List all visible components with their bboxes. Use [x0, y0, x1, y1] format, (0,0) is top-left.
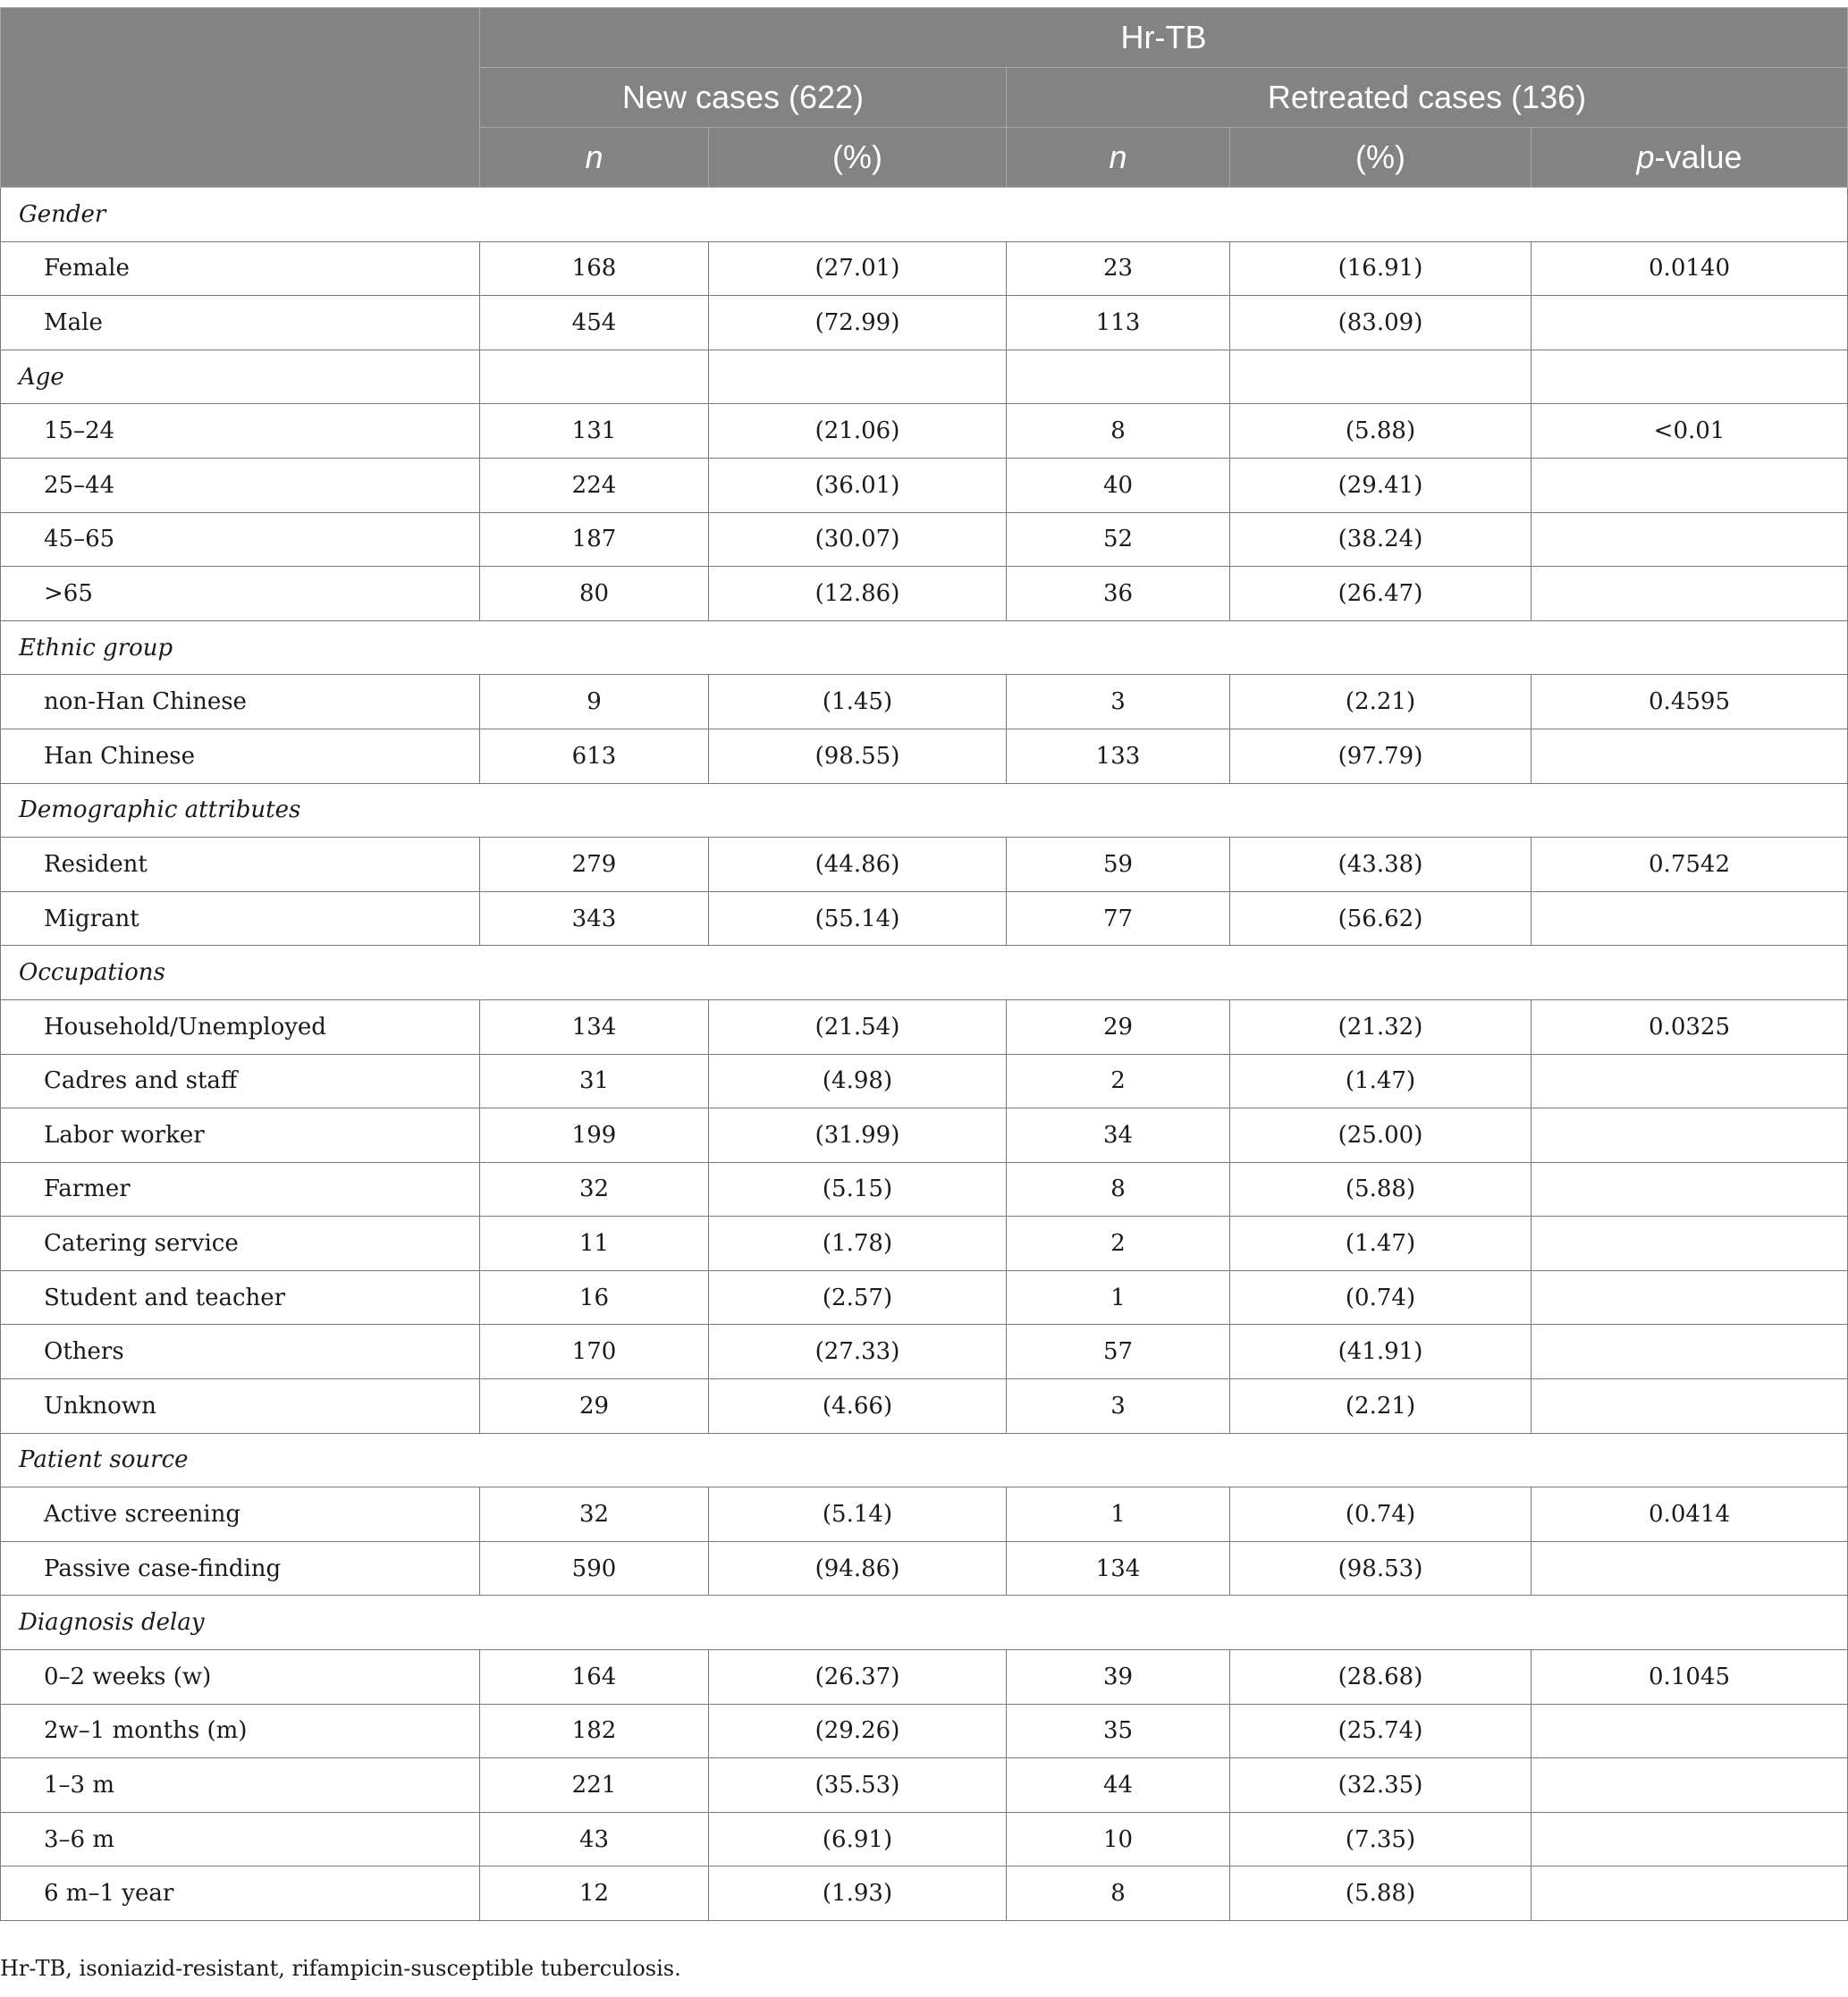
p-value — [1532, 296, 1848, 350]
row-label: 3–6 m — [1, 1812, 480, 1866]
new-cases-n: 9 — [480, 675, 709, 729]
table-row — [1, 891, 1848, 946]
retreated-cases-n: 3 — [1007, 675, 1230, 729]
retreated-cases-n: 8 — [1007, 1162, 1230, 1217]
new-cases-pct: (26.37) — [709, 1650, 1007, 1705]
retreated-cases-pct: (1.47) — [1230, 1054, 1532, 1108]
retreated-cases-n: 2 — [1007, 1054, 1230, 1108]
retreated-cases-n: 59 — [1007, 838, 1230, 892]
group-title: Demographic attributes — [1, 783, 1848, 838]
retreated-cases-n: 113 — [1007, 296, 1230, 350]
table-row — [1, 1487, 1848, 1542]
table-row — [1, 1162, 1848, 1217]
table-row — [1, 567, 1848, 621]
new-cases-n: 43 — [480, 1812, 709, 1866]
retreated-cases-pct: (2.21) — [1230, 675, 1532, 729]
p-value — [1532, 458, 1848, 512]
table-row — [1, 1108, 1848, 1163]
header-retreated-cases: Retreated cases (136) — [1007, 68, 1848, 128]
new-cases-n: 454 — [480, 296, 709, 350]
new-cases-pct: (27.01) — [709, 241, 1007, 296]
p-value: 0.0414 — [1532, 1487, 1848, 1542]
row-label: Han Chinese — [1, 729, 480, 783]
retreated-cases-pct: (1.47) — [1230, 1217, 1532, 1271]
retreated-cases-n: 57 — [1007, 1325, 1230, 1379]
retreated-cases-pct: (56.62) — [1230, 891, 1532, 946]
new-cases-pct: (44.86) — [709, 838, 1007, 892]
p-value — [1532, 1108, 1848, 1163]
new-cases-n: 279 — [480, 838, 709, 892]
retreated-cases-pct: (25.74) — [1230, 1704, 1532, 1758]
row-label: 15–24 — [1, 404, 480, 459]
row-label: Others — [1, 1325, 480, 1379]
new-cases-n: 16 — [480, 1270, 709, 1325]
row-label: Male — [1, 296, 480, 350]
table-row — [1, 1270, 1848, 1325]
new-cases-pct: (31.99) — [709, 1108, 1007, 1163]
retreated-cases-pct: (25.00) — [1230, 1108, 1532, 1163]
retreated-cases-pct: (2.21) — [1230, 1379, 1532, 1434]
empty-cell — [709, 350, 1007, 404]
table-row — [1, 1758, 1848, 1813]
new-cases-n: 164 — [480, 1650, 709, 1705]
row-label: Cadres and staff — [1, 1054, 480, 1108]
p-value — [1532, 1704, 1848, 1758]
table-row — [1, 1541, 1848, 1596]
table-row — [1, 1704, 1848, 1758]
retreated-cases-n: 1 — [1007, 1270, 1230, 1325]
new-cases-pct: (5.14) — [709, 1487, 1007, 1542]
row-label: 45–65 — [1, 512, 480, 567]
new-cases-pct: (55.14) — [709, 891, 1007, 946]
retreated-cases-pct: (0.74) — [1230, 1487, 1532, 1542]
header-corner — [1, 8, 480, 188]
row-label: Migrant — [1, 891, 480, 946]
row-label: 0–2 weeks (w) — [1, 1650, 480, 1705]
empty-cell — [1532, 350, 1848, 404]
retreated-cases-pct: (5.88) — [1230, 404, 1532, 459]
new-cases-pct: (6.91) — [709, 1812, 1007, 1866]
p-value — [1532, 1812, 1848, 1866]
empty-cell — [480, 350, 709, 404]
group-row — [1, 1433, 1848, 1487]
retreated-cases-n: 3 — [1007, 1379, 1230, 1434]
retreated-cases-pct: (83.09) — [1230, 296, 1532, 350]
table-row — [1, 838, 1848, 892]
row-label: Household/Unemployed — [1, 999, 480, 1054]
group-row — [1, 946, 1848, 1000]
header-new-cases: New cases (622) — [480, 68, 1007, 128]
retreated-cases-n: 44 — [1007, 1758, 1230, 1813]
retreated-cases-n: 40 — [1007, 458, 1230, 512]
retreated-cases-pct: (29.41) — [1230, 458, 1532, 512]
row-label: 25–44 — [1, 458, 480, 512]
new-cases-n: 134 — [480, 999, 709, 1054]
new-cases-pct: (27.33) — [709, 1325, 1007, 1379]
table-row — [1, 999, 1848, 1054]
new-cases-pct: (1.78) — [709, 1217, 1007, 1271]
retreated-cases-n: 2 — [1007, 1217, 1230, 1271]
p-value: 0.0140 — [1532, 241, 1848, 296]
new-cases-pct: (1.93) — [709, 1866, 1007, 1921]
table-row — [1, 241, 1848, 296]
group-title: Diagnosis delay — [1, 1596, 1848, 1650]
retreated-cases-pct: (5.88) — [1230, 1162, 1532, 1217]
retreated-cases-n: 77 — [1007, 891, 1230, 946]
p-value: 0.0325 — [1532, 999, 1848, 1054]
retreated-cases-pct: (21.32) — [1230, 999, 1532, 1054]
retreated-cases-n: 133 — [1007, 729, 1230, 783]
p-value: 0.1045 — [1532, 1650, 1848, 1705]
retreated-cases-pct: (7.35) — [1230, 1812, 1532, 1866]
row-label: >65 — [1, 567, 480, 621]
p-value — [1532, 891, 1848, 946]
new-cases-pct: (2.57) — [709, 1270, 1007, 1325]
row-label: 6 m–1 year — [1, 1866, 480, 1921]
new-cases-pct: (94.86) — [709, 1541, 1007, 1596]
p-value — [1532, 1054, 1848, 1108]
group-title: Patient source — [1, 1433, 1848, 1487]
group-title: Gender — [1, 188, 1848, 242]
table-row — [1, 458, 1848, 512]
new-cases-pct: (30.07) — [709, 512, 1007, 567]
new-cases-pct: (21.54) — [709, 999, 1007, 1054]
group-title: Age — [1, 350, 480, 404]
table-row — [1, 1379, 1848, 1434]
retreated-cases-pct: (38.24) — [1230, 512, 1532, 567]
p-value — [1532, 1758, 1848, 1813]
table-row — [1, 1650, 1848, 1705]
table-row — [1, 729, 1848, 783]
new-cases-pct: (98.55) — [709, 729, 1007, 783]
p-value: <0.01 — [1532, 404, 1848, 459]
new-cases-pct: (72.99) — [709, 296, 1007, 350]
p-value: 0.4595 — [1532, 675, 1848, 729]
empty-cell — [1007, 350, 1230, 404]
new-cases-pct: (36.01) — [709, 458, 1007, 512]
group-title: Occupations — [1, 946, 1848, 1000]
table-row — [1, 296, 1848, 350]
retreated-cases-n: 134 — [1007, 1541, 1230, 1596]
group-row — [1, 188, 1848, 242]
new-cases-pct: (35.53) — [709, 1758, 1007, 1813]
table-row — [1, 1217, 1848, 1271]
group-row — [1, 783, 1848, 838]
retreated-cases-n: 39 — [1007, 1650, 1230, 1705]
group-title: Ethnic group — [1, 620, 1848, 675]
header-pct-retreated: (%) — [1230, 128, 1532, 188]
p-value — [1532, 729, 1848, 783]
retreated-cases-pct: (26.47) — [1230, 567, 1532, 621]
row-label: Catering service — [1, 1217, 480, 1271]
new-cases-n: 29 — [480, 1379, 709, 1434]
new-cases-n: 613 — [480, 729, 709, 783]
row-label: 2w–1 months (m) — [1, 1704, 480, 1758]
table-row — [1, 404, 1848, 459]
new-cases-n: 343 — [480, 891, 709, 946]
p-value — [1532, 512, 1848, 567]
new-cases-n: 590 — [480, 1541, 709, 1596]
table-row — [1, 1866, 1848, 1921]
retreated-cases-n: 10 — [1007, 1812, 1230, 1866]
retreated-cases-pct: (16.91) — [1230, 241, 1532, 296]
header-n-retreated: n — [1007, 128, 1230, 188]
retreated-cases-pct: (41.91) — [1230, 1325, 1532, 1379]
header-p-value: p-value — [1532, 128, 1848, 188]
row-label: Female — [1, 241, 480, 296]
retreated-cases-n: 8 — [1007, 1866, 1230, 1921]
new-cases-pct: (4.98) — [709, 1054, 1007, 1108]
retreated-cases-pct: (43.38) — [1230, 838, 1532, 892]
row-label: Student and teacher — [1, 1270, 480, 1325]
group-row — [1, 1596, 1848, 1650]
group-row — [1, 350, 1848, 404]
row-label: Labor worker — [1, 1108, 480, 1163]
row-label: 1–3 m — [1, 1758, 480, 1813]
retreated-cases-n: 29 — [1007, 999, 1230, 1054]
retreated-cases-n: 36 — [1007, 567, 1230, 621]
new-cases-pct: (5.15) — [709, 1162, 1007, 1217]
p-value — [1532, 1217, 1848, 1271]
table-row — [1, 1812, 1848, 1866]
data-table — [0, 7, 1848, 1921]
new-cases-n: 80 — [480, 567, 709, 621]
new-cases-pct: (12.86) — [709, 567, 1007, 621]
p-value — [1532, 1541, 1848, 1596]
new-cases-n: 199 — [480, 1108, 709, 1163]
row-label: Active screening — [1, 1487, 480, 1542]
new-cases-n: 182 — [480, 1704, 709, 1758]
header-n-new: n — [480, 128, 709, 188]
retreated-cases-n: 35 — [1007, 1704, 1230, 1758]
new-cases-n: 131 — [480, 404, 709, 459]
p-value — [1532, 1379, 1848, 1434]
p-value — [1532, 1162, 1848, 1217]
new-cases-n: 187 — [480, 512, 709, 567]
row-label: Farmer — [1, 1162, 480, 1217]
table-row — [1, 675, 1848, 729]
group-row — [1, 620, 1848, 675]
new-cases-pct: (21.06) — [709, 404, 1007, 459]
retreated-cases-pct: (0.74) — [1230, 1270, 1532, 1325]
p-value: 0.7542 — [1532, 838, 1848, 892]
retreated-cases-pct: (28.68) — [1230, 1650, 1532, 1705]
retreated-cases-n: 8 — [1007, 404, 1230, 459]
table-row — [1, 1325, 1848, 1379]
table-header — [1, 8, 1848, 188]
retreated-cases-n: 34 — [1007, 1108, 1230, 1163]
new-cases-n: 31 — [480, 1054, 709, 1108]
new-cases-n: 168 — [480, 241, 709, 296]
p-value — [1532, 1270, 1848, 1325]
retreated-cases-pct: (98.53) — [1230, 1541, 1532, 1596]
retreated-cases-n: 1 — [1007, 1487, 1230, 1542]
header-hr-tb: Hr-TB — [480, 8, 1848, 68]
row-label: Unknown — [1, 1379, 480, 1434]
p-value — [1532, 1325, 1848, 1379]
new-cases-n: 12 — [480, 1866, 709, 1921]
retreated-cases-pct: (97.79) — [1230, 729, 1532, 783]
table-body — [1, 188, 1848, 1921]
row-label: Passive case-finding — [1, 1541, 480, 1596]
p-value — [1532, 567, 1848, 621]
p-value — [1532, 1866, 1848, 1921]
new-cases-n: 221 — [480, 1758, 709, 1813]
empty-cell — [1230, 350, 1532, 404]
row-label: non-Han Chinese — [1, 675, 480, 729]
retreated-cases-pct: (5.88) — [1230, 1866, 1532, 1921]
new-cases-n: 170 — [480, 1325, 709, 1379]
table-footnote: Hr-TB, isoniazid-resistant, rifampicin-susceptible tuberculosis. — [0, 1956, 681, 1981]
table-row — [1, 512, 1848, 567]
new-cases-pct: (1.45) — [709, 675, 1007, 729]
new-cases-n: 32 — [480, 1162, 709, 1217]
new-cases-pct: (4.66) — [709, 1379, 1007, 1434]
header-pct-new: (%) — [709, 128, 1007, 188]
retreated-cases-pct: (32.35) — [1230, 1758, 1532, 1813]
table-row — [1, 1054, 1848, 1108]
retreated-cases-n: 23 — [1007, 241, 1230, 296]
new-cases-n: 11 — [480, 1217, 709, 1271]
new-cases-n: 32 — [480, 1487, 709, 1542]
retreated-cases-n: 52 — [1007, 512, 1230, 567]
table-container — [0, 7, 1847, 1921]
new-cases-pct: (29.26) — [709, 1704, 1007, 1758]
row-label: Resident — [1, 838, 480, 892]
new-cases-n: 224 — [480, 458, 709, 512]
